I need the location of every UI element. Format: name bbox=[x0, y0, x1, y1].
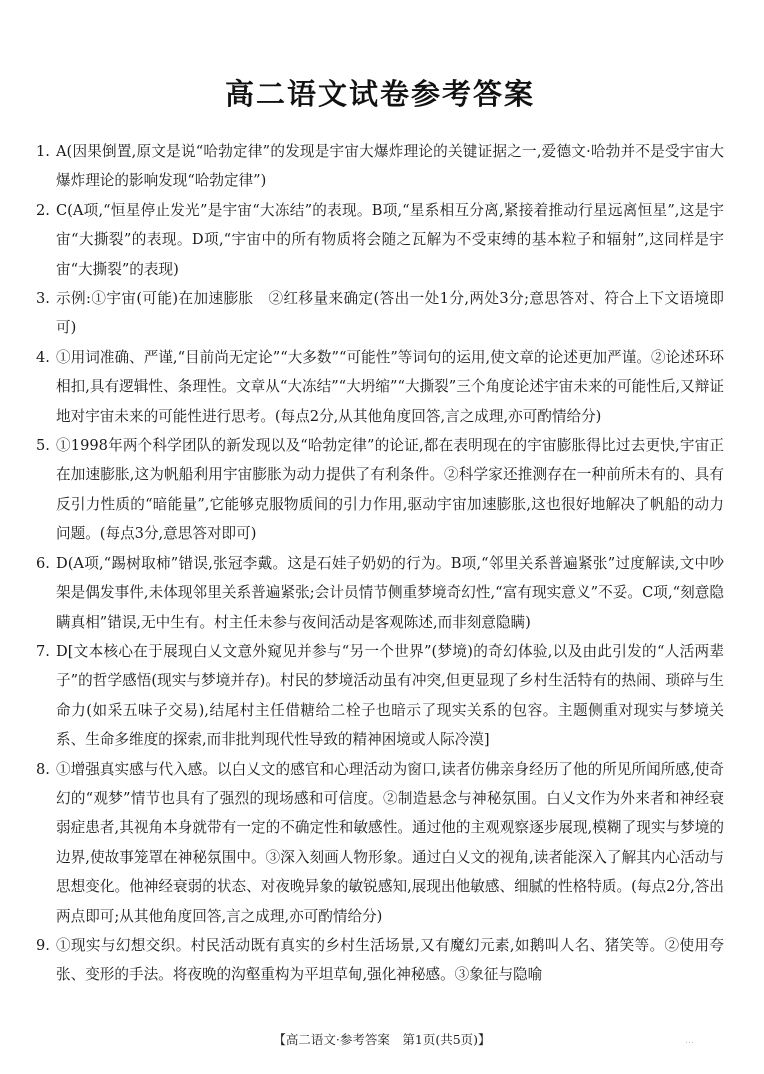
answer-list bbox=[36, 137, 724, 990]
answer-item bbox=[36, 755, 724, 931]
answer-item bbox=[36, 931, 724, 990]
answer-text: A(因果倒置,原文是说“哈勃定律”的发现是宇宙大爆炸理论的关键证据之一,爱德文·哈勃并不是受宇宙大爆炸理论的影响发现“哈勃定律”) bbox=[56, 143, 724, 190]
answer-text: C(A项,“恒星停止发光”是宇宙“大冻结”的表现。B项,“星系相互分离,紧接着推动行星远离恒星”,这是宇宙“大撕裂”的表现。D项,“宇宙中的所有物质将会随之瓦解为不受束缚的基本粒子和辐射”,这同样是宇宙“大撕裂”的表现) bbox=[56, 201, 724, 278]
answer-number: 7. bbox=[36, 642, 50, 660]
answer-text: D(A项,“踢树取柿”错误,张冠李戴。这是石娃子奶奶的行为。B项,“邻里关系普遍紧张”过度解读,文中吵架是偶发事件,未体现邻里关系普遍紧张;会计员情节侧重梦境奇幻性,“富有现实意义”不妥。C项,“刻意隐瞒真相”错误,无中生有。村主任未参与夜间活动是客观陈述,而非刻意隐瞒) bbox=[56, 554, 724, 631]
answer-text: ①现实与幻想交织。村民活动既有真实的乡村生活场景,又有魔幻元素,如鹅叫人名、猪笑等。②使用夸张、变形的手法。将夜晚的沟壑重构为平坦草甸,强化神秘感。③象征与隐喻 bbox=[56, 936, 724, 984]
document-title: 高二语文试卷参考答案 bbox=[224, 77, 535, 111]
corner-mark: … bbox=[685, 1036, 694, 1046]
answer-number: 6. bbox=[36, 554, 50, 572]
answer-number: 4. bbox=[36, 348, 50, 366]
answer-number: 1. bbox=[36, 143, 50, 160]
answer-item bbox=[36, 196, 724, 284]
answer-item bbox=[36, 343, 724, 431]
answer-number: 9. bbox=[36, 936, 50, 954]
answer-item bbox=[36, 284, 724, 343]
answer-number: 5. bbox=[36, 437, 50, 455]
answer-item bbox=[36, 549, 724, 637]
answer-text: 示例:①宇宙(可能)在加速膨胀 ②红移量来确定(答出一处1分,两处3分;意思答对、符合上下文语境即可) bbox=[56, 290, 724, 337]
page-footer: 【高二语文·参考答案 第1页(共5页)】 bbox=[273, 1032, 491, 1047]
answer-number: 3. bbox=[36, 290, 50, 308]
answer-item bbox=[36, 137, 724, 196]
answer-item bbox=[36, 431, 724, 549]
answer-number: 2. bbox=[36, 201, 50, 219]
answer-text: D[文本核心在于展现白乂文意外窥见并参与“另一个世界”(梦境)的奇幻体验,以及由此引发的“人活两辈子”的哲学感悟(现实与梦境并存)。村民的梦境活动虽有冲突,但更显现了乡村生活特有的热闹、琐碎与生命力(如采五味子交易),结尾村主任借糖给二栓子也暗示了现实关系的包容。主题侧重对现实与梦境关系、生命多维度的探索,而非批判现代性导致的精神困境或人际冷漠] bbox=[56, 642, 724, 749]
answer-text: ①1998年两个科学团队的新发现以及“哈勃定律”的论证,都在表明现在的宇宙膨胀得比过去更快,宇宙正在加速膨胀,这为帆船利用宇宙膨胀为动力提供了有利条件。②科学家还推测存在一种前所未有的、具有反引力性质的“暗能量”,它能够克服物质间的引力作用,驱动宇宙加速膨胀,这也很好地解决了帆船的动力问题。(每点3分,意思答对即可) bbox=[56, 437, 724, 543]
answer-text: ①用词准确、严谨,“目前尚无定论”“大多数”“可能性”等词句的运用,使文章的论述更加严谨。②论述环环相扣,具有逻辑性、条理性。文章从“大冻结”“大坍缩”“大撕裂”三个角度论述宇宙未来的可能性后,又辩证地对宇宙未来的可能性进行思考。(每点2分,从其他角度回答,言之成理,亦可酌情给分) bbox=[56, 348, 724, 425]
answer-number: 8. bbox=[36, 760, 50, 778]
answer-item bbox=[36, 637, 724, 755]
answer-text: ①增强真实感与代入感。以白乂文的感官和心理活动为窗口,读者仿佛亲身经历了他的所见所闻所感,使奇幻的“观梦”情节也具有了强烈的现场感和可信度。②制造悬念与神秘氛围。白乂文作为外来者和神经衰弱症患者,其视角本身就带有一定的不确定性和敏感性。通过他的主观观察逐步展现,模糊了现实与梦境的边界,使故事笼罩在神秘氛围中。③深入刻画人物形象。通过白乂文的视角,读者能深入了解其内心活动与思想变化。他神经衰弱的状态、对夜晚异象的敏锐感知,展现出他敏感、细腻的性格特质。(每点2分,答出两点即可;从其他角度回答,言之成理,亦可酌情给分) bbox=[56, 760, 724, 925]
